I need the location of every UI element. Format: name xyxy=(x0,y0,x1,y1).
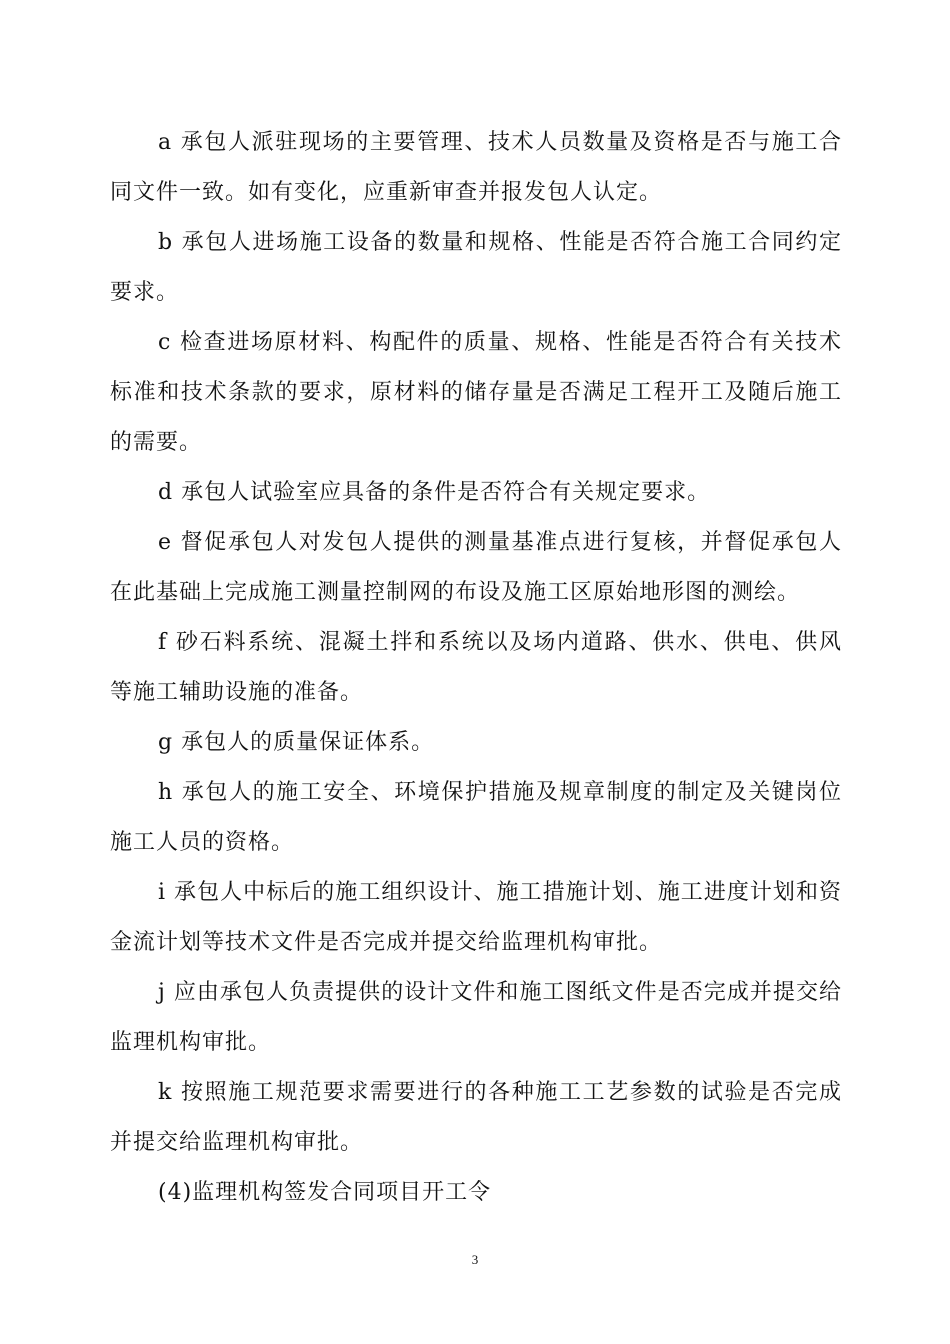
paragraph-b: b 承包人进场施工设备的数量和规格、性能是否符合施工合同约定要求。 xyxy=(110,230,842,305)
paragraph-g: g 承包人的质量保证体系。 xyxy=(158,730,435,755)
paragraph-h: h 承包人的施工安全、环境保护措施及规章制度的制定及关键岗位施工人员的资格。 xyxy=(110,780,842,855)
paragraph-k: k 按照施工规范要求需要进行的各种施工工艺参数的试验是否完成并提交给监理机构审批。 xyxy=(110,1080,842,1155)
body-text xyxy=(110,118,842,1218)
paragraph-d: d 承包人试验室应具备的条件是否符合有关规定要求。 xyxy=(158,480,711,505)
paragraph-j: j 应由承包人负责提供的设计文件和施工图纸文件是否完成并提交给监理机构审批。 xyxy=(110,980,842,1055)
paragraph-c: c 检查进场原材料、构配件的质量、规格、性能是否符合有关技术标准和技术条款的要求，原材料的储存量是否满足工程开工及随后施工的需要。 xyxy=(110,330,842,455)
page-number: 3 xyxy=(471,1252,479,1267)
paragraph-e: e 督促承包人对发包人提供的测量基准点进行复核，并督促承包人在此基础上完成施工测量控制网的布设及施工区原始地形图的测绘。 xyxy=(110,530,842,605)
paragraph-a: a 承包人派驻现场的主要管理、技术人员数量及资格是否与施工合同文件一致。如有变化，应重新审查并报发包人认定。 xyxy=(110,130,842,205)
section-heading-4: (4)监理机构签发合同项目开工令 xyxy=(158,1180,492,1205)
paragraph-f: f 砂石料系统、混凝土拌和系统以及场内道路、供水、供电、供风等施工辅助设施的准备。 xyxy=(110,630,842,705)
paragraph-i: i 承包人中标后的施工组织设计、施工措施计划、施工进度计划和资金流计划等技术文件是否完成并提交给监理机构审批。 xyxy=(110,880,842,955)
